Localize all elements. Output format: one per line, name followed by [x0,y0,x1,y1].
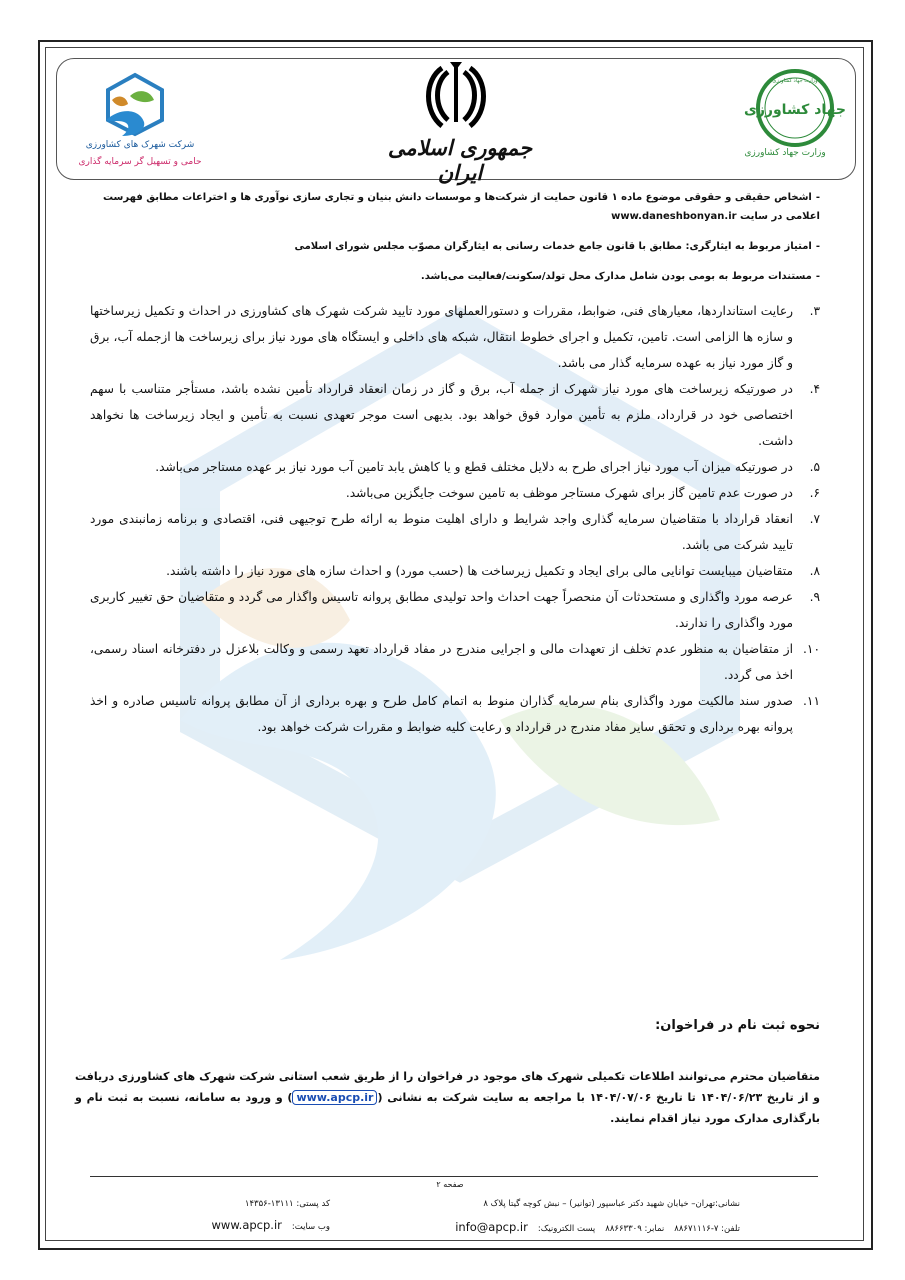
list-item-text: متقاضیان میبایست توانایی مالی برای ایجاد و تکمیل زیرساخت ها (حسب مورد) و احداث سازه های مورد نیاز را داشته باشند. [166,564,793,578]
list-item [90,376,820,454]
jahad-logo-icon [744,68,846,148]
left-logo-caption-2: حامی و تسهیل گر سرمایه گذاری [78,157,202,167]
list-item [90,480,820,506]
page-number: صفحه ۲ [436,1180,464,1189]
list-item-text: در صورتیکه زیرساخت های مورد نیاز شهرک از جمله آب، برق و گاز در زمان انعقاد قرارداد تأمین نشده باشد، مستأجر متناسب با سهم اختصاصی خود در قرارداد، ملزم به تأمین موارد فوق خواهد بود. بدیهی است موجر تعهدی نسبت به تأمین و ایجاد زیرساخت ها نخواهد داشت. [90,382,793,448]
list-item-text: عرصه مورد واگذاری و مستحدثات آن منحصراً جهت احداث واحد تولیدی مطابق پروانه تاسیس واگذار می گردد و متقاضیان حق تغییر کاربری مورد واگذاری را ندارند. [90,590,793,630]
registration-title: نحوه ثبت نام در فراخوان: [655,1018,820,1033]
list-item-number: ۱۰. [803,642,820,656]
footer-email-label: پست الکترونیک: [537,1224,596,1234]
apcp-logo-icon [100,70,170,140]
list-item-number: ۱۱. [803,694,820,708]
footer-website [200,1218,330,1232]
left-logo-caption-1: شرکت شهرک های کشاورزی [85,140,195,150]
right-logo-caption: وزارت جهاد کشاورزی [744,148,826,158]
bullet-item: -اشخاص حقیقی و حقوقی موضوع ماده ۱ قانون حمایت از شرکت‌ها و موسسات دانش بنیان و تجاری سازی نوآوری ها و اختراعات مطابق فهرست اعلامی در سایت www.daneshbonyan.ir [102,192,820,222]
list-item-number: ۴. [809,382,820,396]
apcp-website-link[interactable]: www.apcp.ir [292,1090,377,1105]
list-item [90,454,820,480]
jahad-logo-text: جهاد کشاورزی [744,102,846,118]
numbered-list [90,298,820,740]
bullet-item: -امتیاز مربوط به ایثارگری: مطابق با قانون جامع خدمات رسانی به ایثارگران مصوّب مجلس شورای اسلامی [294,241,820,252]
iran-emblem-icon [420,62,492,132]
list-item-text: صدور سند مالکیت مورد واگذاری بنام سرمایه گذاران منوط به اتمام کامل طرح و بهره برداری از آن مطابق پروانه تاسیس صادره و اخذ پروانه بهره برداری و تحقق سایر مفاد مندرج در قرارداد و رعایت کلیه ضوابط و مقررات شرکت خواهد بود. [90,694,793,734]
list-item-number: ۵. [809,460,820,474]
list-item [90,298,820,376]
footer-postal-code: کد پستی: ۱۳۱۱۱-۱۴۳۵۶ [244,1199,330,1209]
bullet-text: امتیاز مربوط به ایثارگری: مطابق با قانون جامع خدمات رسانی به ایثارگران مصوّب مجلس شورای اسلامی [294,241,812,252]
list-item [90,636,820,688]
list-item-text: رعایت استانداردها، معیارهای فنی، ضوابط، مقررات و دستورالعملهای مورد تایید شرکت شهرک های کشاورزی در احداث و تکمیل زیرساختها و سازه ها الزامی است. تامین، تکمیل و اجرای خطوط انتقال، شبکه های داخلی و ایستگاه های مورد نیاز برای زیرساخت ها ازجمله آب، برق و گاز مورد نیاز به عهده سرمایه گذار می باشد. [90,304,793,370]
list-item [90,558,820,584]
footer-address: نشانی:تهران– خیابان شهید دکتر عباسپور (توانیر) – نبش کوچه گیتا پلاک ۸ [483,1199,740,1209]
bullet-text: مستندات مربوط به بومی بودن شامل مدارک محل تولد/سکونت/فعالیت می‌باشد. [420,271,812,282]
list-item-text: از متقاضیان به منظور عدم تخلف از تعهدات مالی و اجرایی مندرج در مفاد قرارداد تعهد رسمی و وکالت بلاعزل در دفترخانه اسناد رسمی، اخذ می گردد. [90,642,793,682]
jahad-logo-ring-text: وزارت جهاد کشاورزی [772,78,818,84]
bullet-text: اشخاص حقیقی و حقوقی موضوع ماده ۱ قانون حمایت از شرکت‌ها و موسسات دانش بنیان و تجاری سازی نوآوری ها و اختراعات مطابق فهرست اعلامی در سایت www.daneshbonyan.ir [102,192,820,222]
list-item-number: ۸. [809,564,820,578]
emblem-caption: جمهوری اسلامی ایران [387,135,533,185]
registration-text-start: متقاضیان محترم می‌توانند اطلاعات تکمیلی شهرک های موجود در فراخوان را از طریق شعب استانی شرکت شهرک های کشاورزی دریافت و از تاریخ ۱۴۰۴/۰۶/۲۳ تا تاریخ ۱۴۰۴/۰۷/۰۶ با مراجعه به سایت شرکت به نشانی ( [75,1070,820,1104]
bullet-item: -مستندات مربوط به بومی بودن شامل مدارک محل تولد/سکونت/فعالیت می‌باشد. [420,271,820,282]
footer-divider [90,1176,818,1177]
list-item [90,688,820,740]
registration-text-end: ) و ورود به سامانه، نسبت به ثبت نام و بارگذاری مدارک مورد نیاز اقدام نمایند. [75,1091,820,1125]
footer-contact [410,1220,740,1234]
footer-fax: نمابر: ۸۸۶۶۳۳۰۹ [605,1224,665,1234]
main-content [90,188,820,740]
list-item [90,584,820,636]
footer-web-label: وب سایت: [291,1222,330,1232]
list-item-number: ۳. [809,304,820,318]
list-item-text: در صورتیکه میزان آب مورد نیاز اجرای طرح به دلایل مختلف قطع و یا کاهش یابد تامین آب مورد نیاز بر عهده مستاجر می‌باشد. [155,460,793,474]
list-item [90,506,820,558]
registration-body [75,1066,820,1129]
list-item-number: ۷. [809,512,820,526]
footer-web-link[interactable]: www.apcp.ir [211,1218,282,1232]
list-item-text: در صورت عدم تامین گاز برای شهرک مستاجر موظف به تامین سوخت جایگزین می‌باشد. [345,486,793,500]
list-item-number: ۹. [809,590,820,604]
list-item-text: انعقاد قرارداد با متقاضیان سرمایه گذاری واجد شرایط و دارای اهلیت منوط به ارائه طرح توجیهی فنی، اقتصادی و برنامه زمانبندی مورد تایید شرکت می باشد. [90,512,793,552]
footer-email[interactable]: info@apcp.ir [455,1220,528,1234]
list-item-number: ۶. [809,486,820,500]
footer-phone: تلفن: ۷-۸۸۶۷۱۱۱۶ [674,1224,740,1234]
